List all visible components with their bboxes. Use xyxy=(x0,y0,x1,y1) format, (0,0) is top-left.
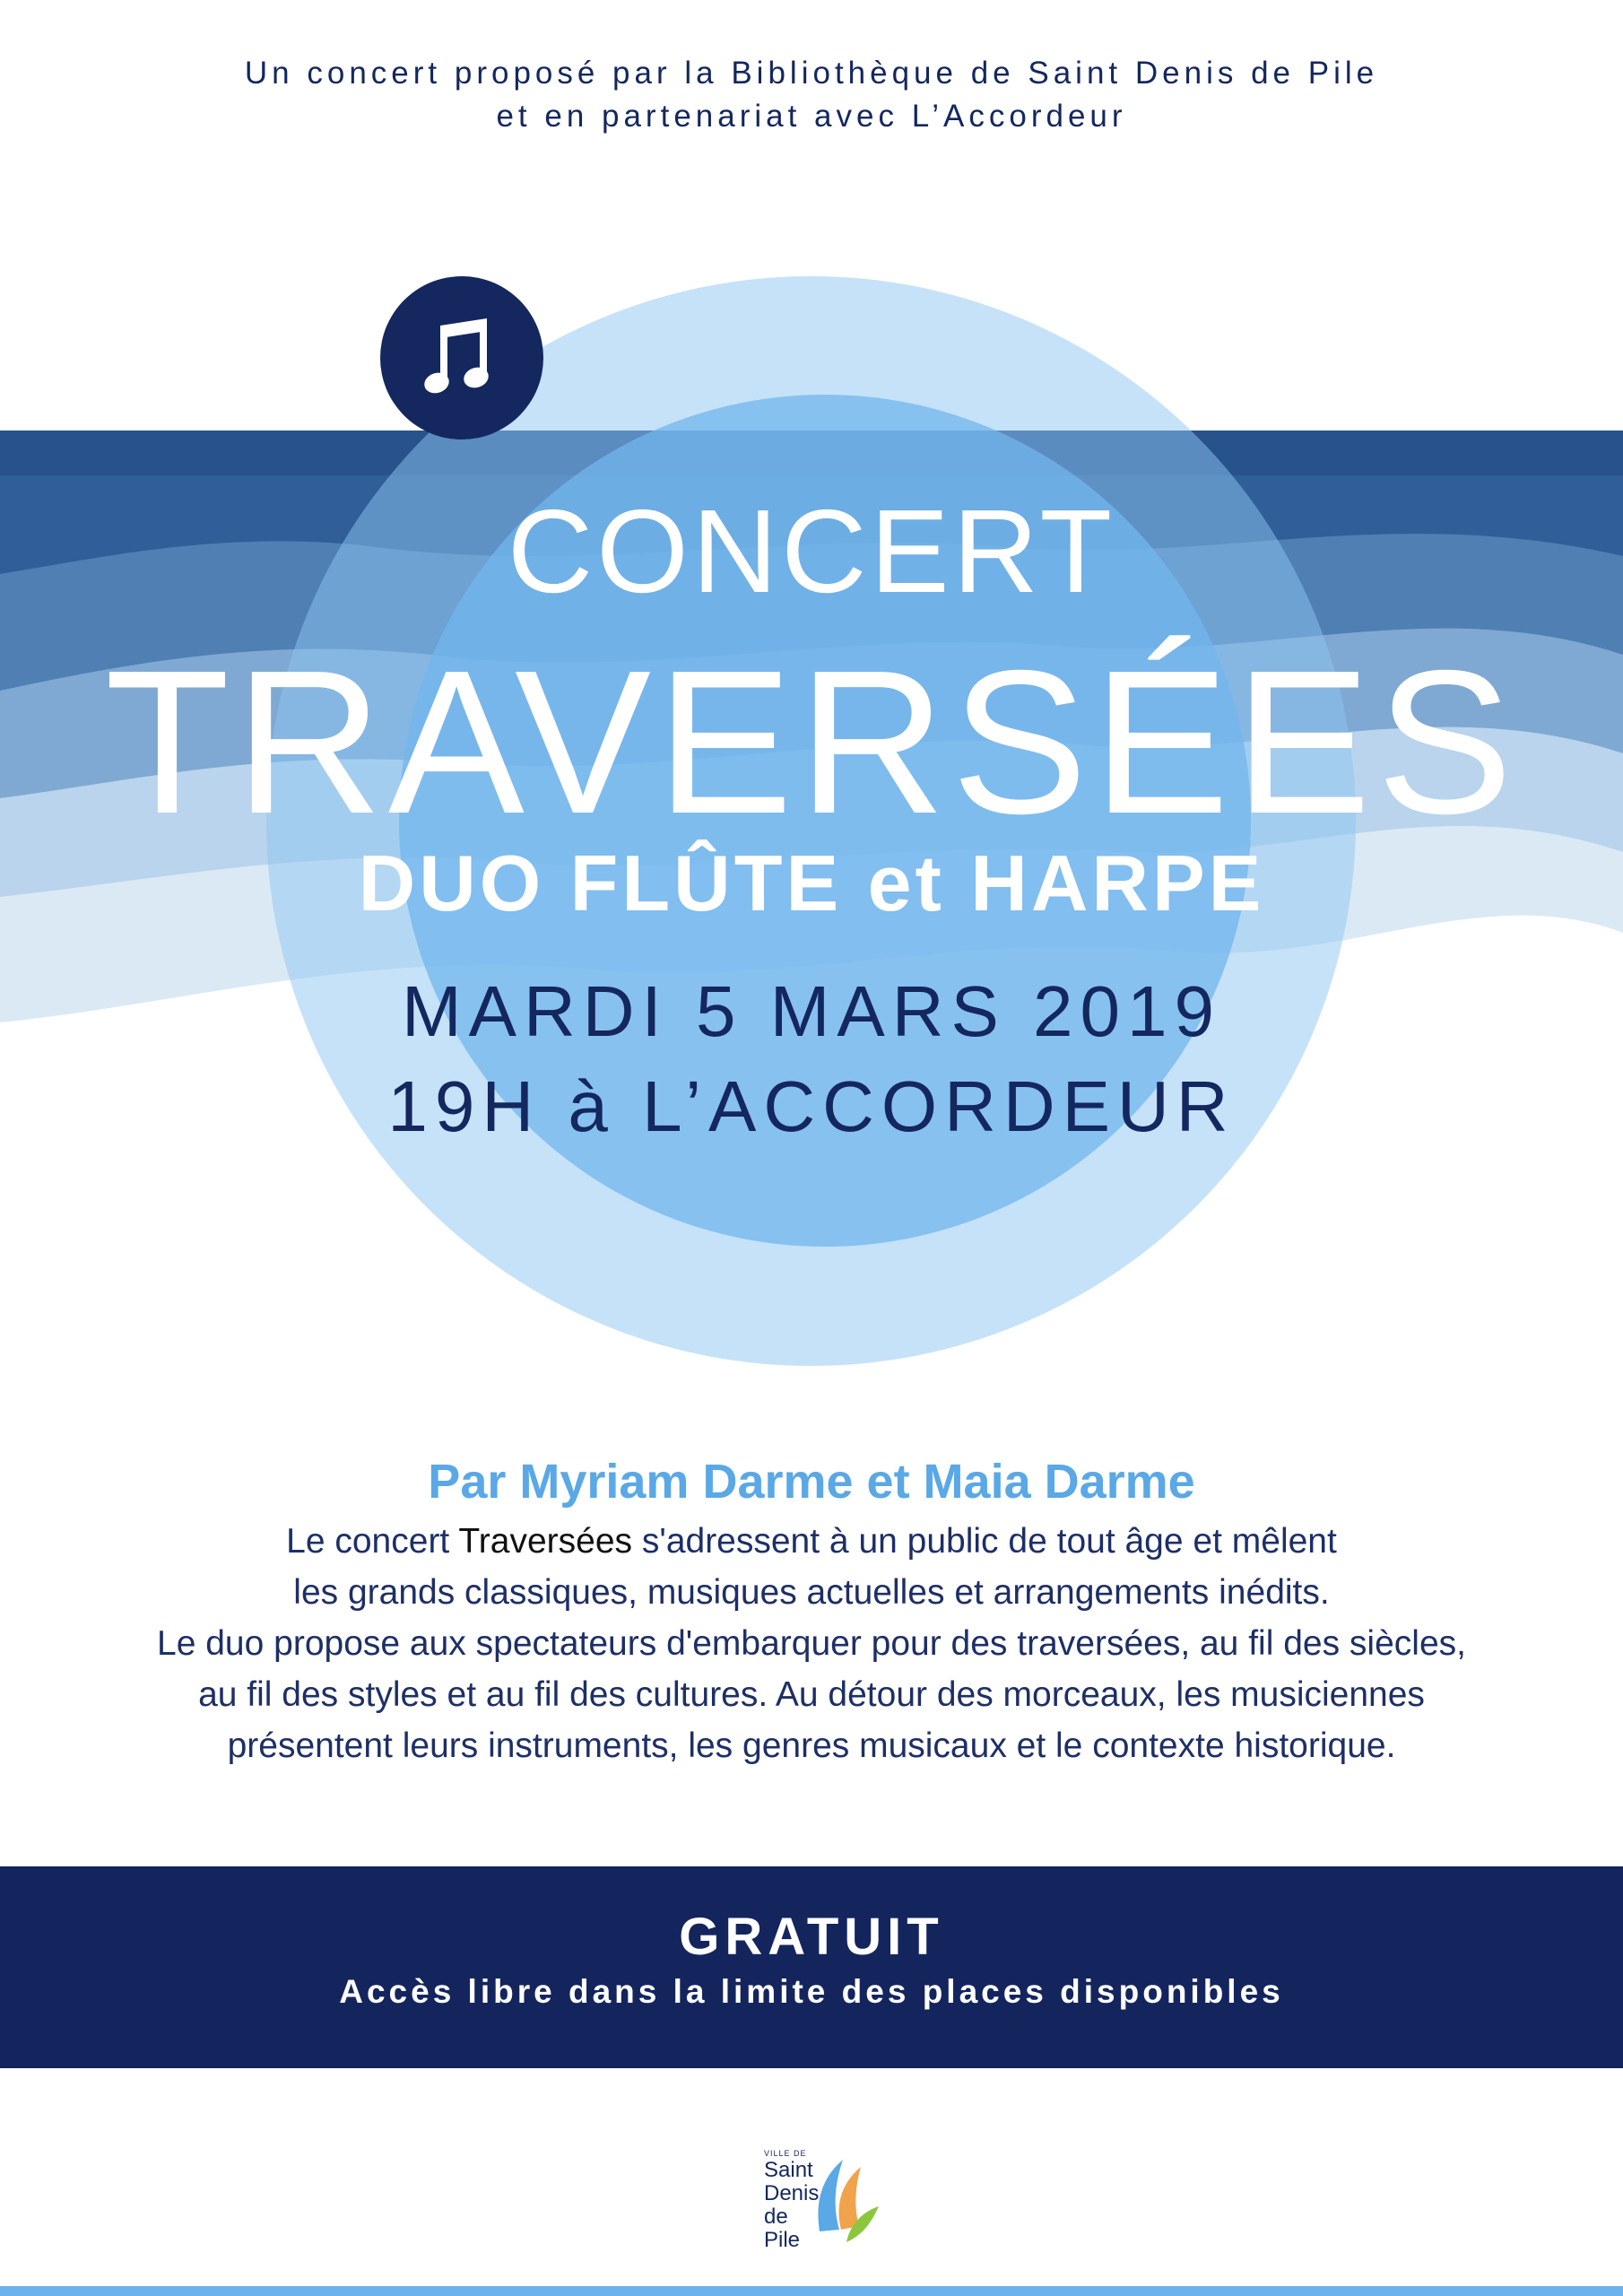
description-line-4: au fil des styles et au fil des cultures. Au détour des morceaux, les musiciennes xyxy=(198,1675,1425,1714)
organizer-header xyxy=(0,52,1623,138)
event-title: TRAVERSÉES xyxy=(104,629,1519,857)
logo-line-2: Denis xyxy=(764,2181,820,2205)
event-date-block xyxy=(0,964,1623,1154)
access-note: Accès libre dans la limite des places disponibles xyxy=(339,1973,1284,2010)
concert-kicker: CONCERT xyxy=(507,485,1116,617)
event-subtitle: DUO FLÛTE et HARPE xyxy=(358,839,1265,927)
bottom-accent-line xyxy=(0,2286,1623,2296)
description-line-5: présentent leurs instruments, les genres musicaux et le contexte historique. xyxy=(227,1726,1396,1765)
logo-line-3: de Pile xyxy=(764,2205,801,2252)
event-date: MARDI 5 MARS 2019 xyxy=(401,971,1222,1051)
town-logo-text xyxy=(764,2148,827,2252)
free-label: GRATUIT xyxy=(679,1908,944,1966)
description-line-3: Le duo propose aux spectateurs d'embarquer pour des traversées, au fil des siècles, xyxy=(157,1624,1466,1663)
description-line-1-pre: Le concert xyxy=(286,1522,459,1561)
event-time-place: 19H à L’ACCORDEUR xyxy=(387,1066,1236,1146)
music-note-icon xyxy=(417,313,507,403)
description-title-emphasis: Traversées xyxy=(458,1522,633,1561)
authors-heading: Par Myriam Darme et Maia Darme xyxy=(428,1455,1195,1509)
description-line-1-post: s'adressent à un public de tout âge et mêlent xyxy=(632,1522,1337,1561)
music-note-badge xyxy=(380,276,543,439)
logo-line-1: Saint xyxy=(764,2158,813,2182)
logo-small-text: VILLE DE xyxy=(764,2149,807,2158)
event-description xyxy=(0,1516,1623,1771)
organizer-line-2: et en partenariat avec L’Accordeur xyxy=(496,99,1127,134)
organizer-line-1: Un concert proposé par la Bibliothèque de Saint Denis de Pile xyxy=(244,56,1379,91)
description-line-2: les grands classiques, musiques actuelles et arrangements inédits. xyxy=(293,1573,1330,1612)
description-line-1 xyxy=(0,1516,1623,1567)
